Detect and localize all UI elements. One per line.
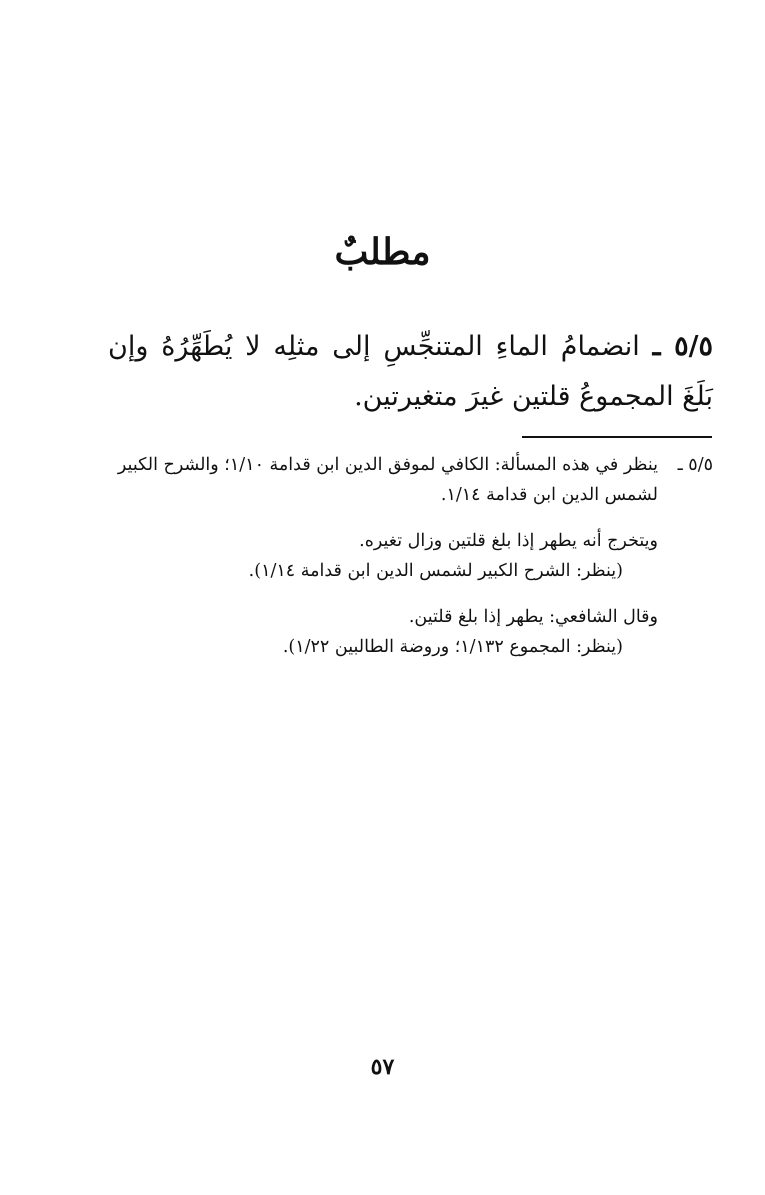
main-entry-text: انضمامُ الماءِ المتنجِّسِ إلى مثلِه لا يُطَهِّرُهُ وإن بَلَغَ المجموعُ قلتين غيرَ متغيرتين. [108,331,713,412]
main-entry-number: ٥/٥ ـ [652,331,713,362]
footnote-separator [522,436,712,438]
footnotes [108,450,713,662]
footnote-third-citation: (ينظر: المجموع ١/١٣٢؛ وروضة الطالبين ١/٢٢). [282,637,623,657]
footnote-third-text: وقال الشافعي: يطهر إذا بلغ قلتين. [408,607,658,627]
footnote-second-citation: (ينظر: الشرح الكبير لشمس الدين ابن قدامة ١/١٤). [248,561,623,581]
section-heading: مطلبٌ [334,231,431,273]
footnote-second-text: ويتخرج أنه يطهر إذا بلغ قلتين وزال تغيره. [359,531,658,551]
page-number: ٥٧ [370,1054,395,1080]
footnote-first [108,450,713,510]
footnote-number: ٥/٥ ـ [677,455,713,475]
footnote-first-text: ينظر في هذه المسألة: الكافي لموفق الدين ابن قدامة ١/١٠؛ والشرح الكبير لشمس الدين ابن قدامة ١/١٤. [117,455,658,505]
main-entry [108,322,713,422]
